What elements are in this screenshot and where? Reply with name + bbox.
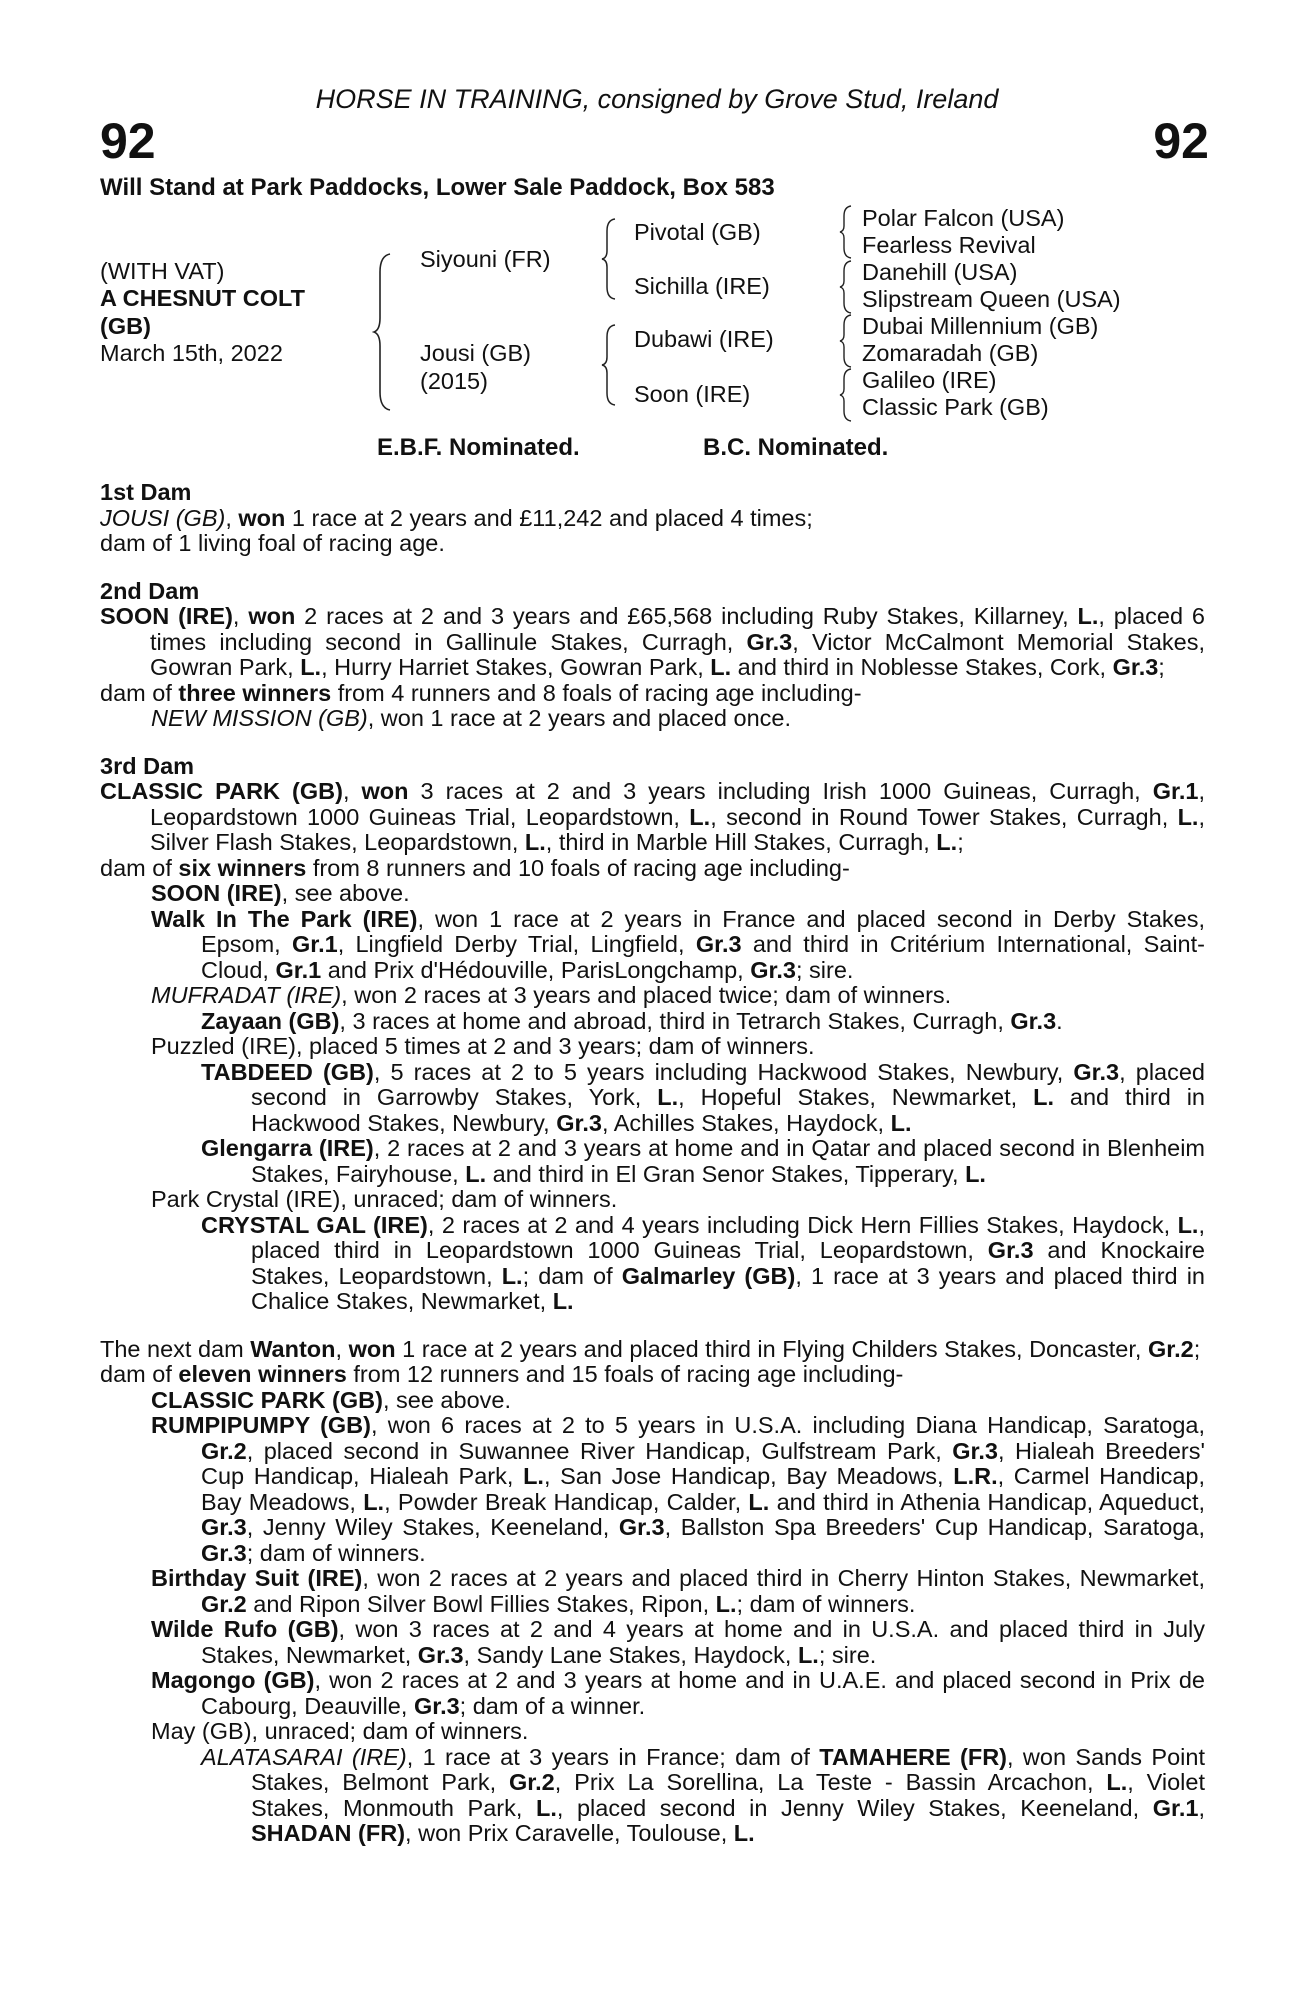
ebf-nomination: E.B.F. Nominated. bbox=[377, 434, 580, 461]
third-dam-entry: CLASSIC PARK (GB), won 3 races at 2 and 3 years including Irish 1000 Guineas, Curragh, Gr.1, Leopardstown 1000 Guineas Trial, Leopardstown, L., second in Round Tower Stakes, Curragh, L., Silver Flash Stakes, Leopardstown, L., third in Marble Hill Stakes, Curragh, L.; bbox=[100, 778, 1206, 855]
ggp-brace-3 bbox=[838, 313, 854, 369]
second-dam-heading: 2nd Dam bbox=[100, 577, 200, 604]
sire-dam: Sichilla (IRE) bbox=[634, 273, 770, 299]
produce-wilde-rufo: Wilde Rufo (GB), won 3 races at 2 and 4 years at home and in U.S.A. and placed third in July Stakes, Newmarket, Gr.3, Sandy Lane Stakes, Haydock, L.; sire. bbox=[151, 1616, 1205, 1668]
lot-number-right: 92 bbox=[1153, 113, 1209, 169]
ggp-2: Fearless Revival bbox=[862, 232, 1036, 258]
subject-origin: (GB) bbox=[100, 313, 151, 339]
consignment-header: HORSE IN TRAINING, consigned by Grove Stud, Ireland bbox=[315, 84, 999, 114]
produce-walk-in-the-park: Walk In The Park (IRE), won 1 race at 2 years in France and placed second in Derby Stakes, Epsom, Gr.1, Lingfield Derby Trial, Lingfield, Gr.3 and third in Critérium International, Saint-Cloud, Gr.1 and Prix d'Hédouville, ParisLongchamp, Gr.3; sire. bbox=[151, 905, 1206, 983]
produce-alatasarai: ALATASARAI (IRE), 1 race at 3 years in France; dam of TAMAHERE (FR), won Sands Point Stakes, Belmont Park, Gr.2, Prix La Sorellina, La Teste - Bassin Arcachon, L., Violet Stakes, Monmouth Park, L., placed second in Jenny Wiley Stakes, Keeneland, Gr.1, SHADAN (FR), won Prix Caravelle, Toulouse, L. bbox=[201, 1743, 1205, 1846]
sire-sire: Pivotal (GB) bbox=[634, 219, 761, 245]
produce-mufradat: MUFRADAT (IRE), won 2 races at 3 years and placed twice; dam of winners. bbox=[151, 982, 952, 1008]
produce-crystal-gal: CRYSTAL GAL (IRE), 2 races at 2 and 4 years including Dick Hern Fillies Stakes, Haydock, L., placed third in Leopardstown 1000 Guineas Trial, Leopardstown, Gr.3 and Knockaire Stakes, Leopardstown, L.; dam of Galmarley (GB), 1 race at 3 years and placed third in Chalice Stakes, Newmarket, L. bbox=[201, 1211, 1205, 1314]
first-dam-entry: JOUSI (GB), won 1 race at 2 years and £11,242 and placed 4 times; bbox=[100, 504, 813, 531]
second-dam-produce: dam of three winners from 4 runners and 8 foals of racing age including- bbox=[100, 679, 862, 706]
third-dam-produce: dam of six winners from 8 runners and 10 foals of racing age including- bbox=[100, 854, 850, 881]
ggp-7: Galileo (IRE) bbox=[862, 367, 997, 393]
produce-glengarra: Glengarra (IRE), 2 races at 2 and 3 years at home and in Qatar and placed second in Blenheim Stakes, Fairyhouse, L. and third in El Gran Senor Stakes, Tipperary, L. bbox=[201, 1135, 1206, 1187]
produce-magongo: Magongo (GB), won 2 races at 2 and 3 years at home and in U.A.E. and placed second in Prix de Cabourg, Deauville, Gr.3; dam of a winner. bbox=[151, 1667, 1205, 1719]
produce-tabdeed: TABDEED (GB), 5 races at 2 to 5 years including Hackwood Stakes, Newbury, Gr.3, placed second in Garrowby Stakes, York, L., Hopeful Stakes, Newmarket, L. and third in Hackwood Stakes, Newbury, Gr.3, Achilles Stakes, Haydock, L. bbox=[201, 1058, 1205, 1136]
ggp-8: Classic Park (GB) bbox=[862, 394, 1049, 420]
ggp-brace-2 bbox=[838, 259, 854, 315]
dam-name: Jousi (GB) bbox=[420, 340, 531, 366]
ggp-5: Dubai Millennium (GB) bbox=[862, 313, 1099, 339]
produce-birthday-suit: Birthday Suit (IRE), won 2 races at 2 years and placed third in Cherry Hinton Stakes, Newmarket, Gr.2 and Ripon Silver Bowl Fillies Stakes, Ripon, L.; dam of winners. bbox=[151, 1565, 1205, 1617]
ggp-brace-1 bbox=[838, 204, 854, 260]
first-dam-heading: 1st Dam bbox=[100, 479, 192, 505]
catalogue-pedigree-text bbox=[100, 480, 1205, 1847]
first-dam-produce: dam of 1 living foal of racing age. bbox=[100, 530, 445, 556]
third-dam-heading: 3rd Dam bbox=[100, 752, 195, 779]
produce-puzzled: Puzzled (IRE), placed 5 times at 2 and 3 years; dam of winners. bbox=[151, 1033, 815, 1059]
pedigree-brace bbox=[372, 252, 396, 412]
dam-sire: Dubawi (IRE) bbox=[634, 326, 774, 352]
second-dam-entry: SOON (IRE), won 2 races at 2 and 3 years and £65,568 including Ruby Stakes, Killarney, L., placed 6 times including second in Gallinule Stakes, Curragh, Gr.3, Victor McCalmont Memorial Stakes, Gowran Park, L., Hurry Harriet Stakes, Gowran Park, L. and third in Noblesse Stakes, Cork, Gr.3; bbox=[100, 603, 1205, 680]
ggp-6: Zomaradah (GB) bbox=[862, 340, 1039, 366]
sire-brace bbox=[600, 217, 620, 301]
ggp-brace-4 bbox=[838, 367, 854, 423]
ggp-1: Polar Falcon (USA) bbox=[862, 205, 1065, 231]
dam-year: (2015) bbox=[420, 368, 488, 394]
produce-new-mission: NEW MISSION (GB), won 1 race at 2 years and placed once. bbox=[151, 705, 791, 731]
lot-number-left: 92 bbox=[100, 113, 156, 169]
produce-zayaan: Zayaan (GB), 3 races at home and abroad, third in Tetrarch Stakes, Curragh, Gr.3. bbox=[201, 1007, 1063, 1034]
dam-brace bbox=[600, 323, 620, 407]
subject-name: A CHESNUT COLT bbox=[100, 285, 305, 311]
next-dam-produce: dam of eleven winners from 12 runners and 15 foals of racing age including- bbox=[100, 1361, 904, 1387]
foaling-date: March 15th, 2022 bbox=[100, 340, 283, 366]
vat-note: (WITH VAT) bbox=[100, 258, 225, 284]
ggp-3: Danehill (USA) bbox=[862, 259, 1018, 285]
bc-nomination: B.C. Nominated. bbox=[703, 434, 889, 461]
produce-soon: SOON (IRE), see above. bbox=[151, 880, 410, 906]
dam-dam: Soon (IRE) bbox=[634, 381, 751, 407]
produce-park-crystal: Park Crystal (IRE), unraced; dam of winners. bbox=[151, 1186, 618, 1212]
produce-may: May (GB), unraced; dam of winners. bbox=[151, 1718, 529, 1744]
sire-name: Siyouni (FR) bbox=[420, 246, 551, 272]
ggp-4: Slipstream Queen (USA) bbox=[862, 286, 1121, 312]
produce-rumpipumpy: RUMPIPUMPY (GB), won 6 races at 2 to 5 years in U.S.A. including Diana Handicap, Saratoga, Gr.2, placed second in Suwannee River Handicap, Gulfstream Park, Gr.3, Hialeah Breeders' Cup Handicap, Hialeah Park, L., San Jose Handicap, Bay Meadows, L.R., Carmel Handicap, Bay Meadows, L., Powder Break Handicap, Calder, L. and third in Athenia Handicap, Aqueduct, Gr.3, Jenny Wiley Stakes, Keeneland, Gr.3, Ballston Spa Breeders' Cup Handicap, Saratoga, Gr.3; dam of winners. bbox=[151, 1412, 1206, 1566]
produce-classic-park: CLASSIC PARK (GB), see above. bbox=[151, 1386, 511, 1413]
next-dam-entry: The next dam Wanton, won 1 race at 2 years and placed third in Flying Childers Stakes, Doncaster, Gr.2; bbox=[100, 1335, 1201, 1362]
stabling-location: Will Stand at Park Paddocks, Lower Sale Paddock, Box 583 bbox=[100, 174, 775, 201]
